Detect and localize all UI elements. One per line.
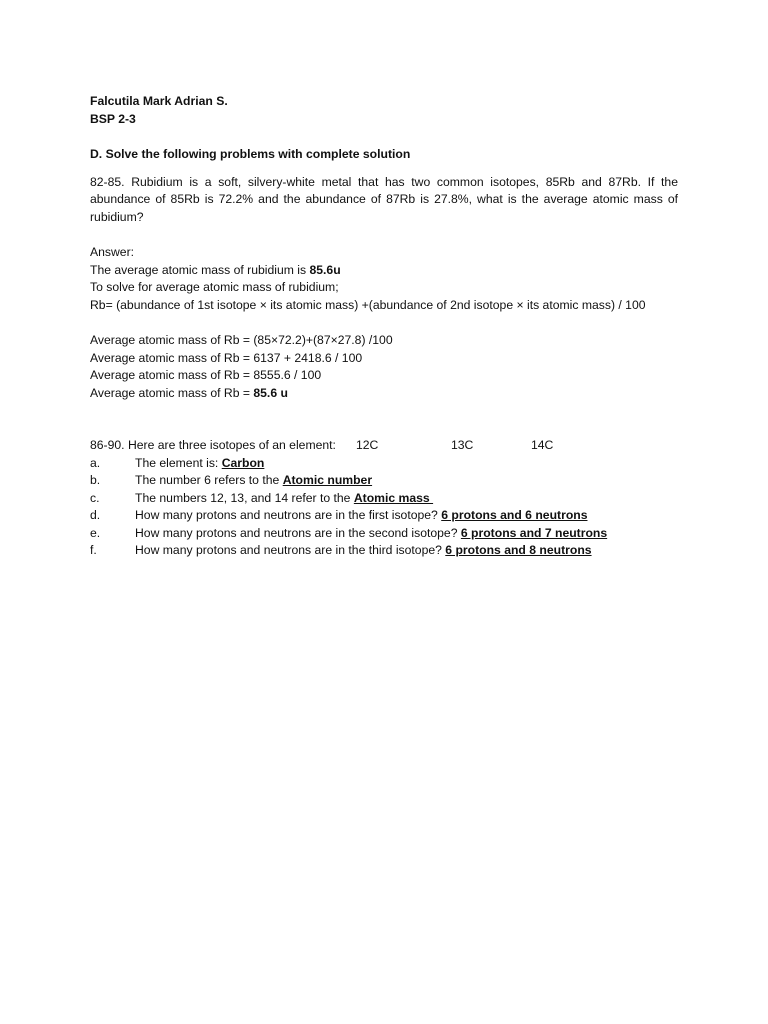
- computation-step: Average atomic mass of Rb = 8555.6 / 100: [90, 368, 322, 382]
- list-item: [90, 542, 678, 560]
- problem-2-intro: [90, 437, 678, 455]
- list-item-text: [135, 542, 592, 560]
- list-item: [90, 490, 678, 508]
- item-question: How many protons and neutrons are in the first isotope?: [135, 508, 442, 522]
- item-answer: Carbon: [221, 455, 265, 470]
- final-prefix: Average atomic mass of Rb =: [90, 385, 254, 400]
- item-answer: Atomic mass: [353, 490, 434, 505]
- item-answer: Atomic number: [282, 473, 373, 487]
- list-item-text: [135, 455, 264, 473]
- item-question: The element is:: [135, 455, 222, 470]
- answer-statement: [90, 262, 678, 280]
- list-item-label: b.: [90, 473, 101, 487]
- spacer: [90, 128, 678, 146]
- problem-1-question: 82-85. Rubidium is a soft, silvery-white metal that has two common isotopes, 85Rb and 87Rb. If the abundance of 85Rb is 72.2% and the abundance of 87Rb is 27.8%, what is the average atomic mass of rubidium?: [90, 174, 678, 224]
- formula: Rb= (abundance of 1st isotope × its atomic mass) +(abundance of 2nd isotope × its atomic mass) / 100: [90, 297, 646, 312]
- spacer: [90, 226, 678, 244]
- instruction-heading: D. Solve the following problems with complete solution: [90, 147, 411, 161]
- method-intro: To solve for average atomic mass of rubidium;: [90, 280, 339, 294]
- list-item-label: e.: [90, 525, 101, 540]
- list-item-text: [135, 525, 607, 543]
- list-item-label: f.: [90, 543, 97, 557]
- problem-2-intro-text: 86-90. Here are three isotopes of an element:: [90, 438, 336, 452]
- list-item: [90, 455, 678, 473]
- item-question: How many protons and neutrons are in the third isotope?: [135, 543, 446, 557]
- list-item-label: c.: [90, 490, 100, 505]
- spacer: [90, 402, 678, 437]
- answer-prefix: The average atomic mass of rubidium is: [90, 262, 310, 277]
- item-question: The number 6 refers to the: [135, 473, 283, 487]
- student-section: BSP 2-3: [90, 111, 136, 126]
- item-answer: 6 protons and 7 neutrons: [460, 525, 608, 540]
- item-answer: 6 protons and 8 neutrons: [445, 543, 592, 557]
- answer-value: 85.6u: [309, 262, 341, 277]
- isotope-label: 13C: [450, 438, 474, 452]
- list-item-text: [135, 490, 433, 508]
- list-item-label: d.: [90, 508, 101, 522]
- computation-step: Average atomic mass of Rb = 6137 + 2418.6 / 100: [90, 350, 363, 365]
- list-item-text: [135, 472, 372, 490]
- list-item: [90, 507, 678, 525]
- answer-label: Answer:: [90, 245, 135, 259]
- list-item: [90, 525, 678, 543]
- item-answer: 6 protons and 6 neutrons: [441, 508, 588, 522]
- student-name: Falcutila Mark Adrian S.: [90, 94, 228, 108]
- final-result: [90, 385, 678, 403]
- spacer: [90, 164, 678, 174]
- final-value: 85.6 u: [253, 385, 288, 400]
- document-content: [90, 93, 678, 560]
- isotope-label: 14C: [530, 438, 554, 452]
- item-question: How many protons and neutrons are in the second isotope?: [135, 525, 461, 540]
- item-question: The numbers 12, 13, and 14 refer to the: [135, 490, 354, 505]
- isotope-label: 12C: [355, 438, 379, 452]
- list-item-label: a.: [90, 455, 101, 470]
- computation-step: Average atomic mass of Rb = (85×72.2)+(87×27.8) /100: [90, 333, 393, 347]
- list-item: [90, 472, 678, 490]
- list-item-text: [135, 507, 587, 525]
- spacer: [90, 314, 678, 332]
